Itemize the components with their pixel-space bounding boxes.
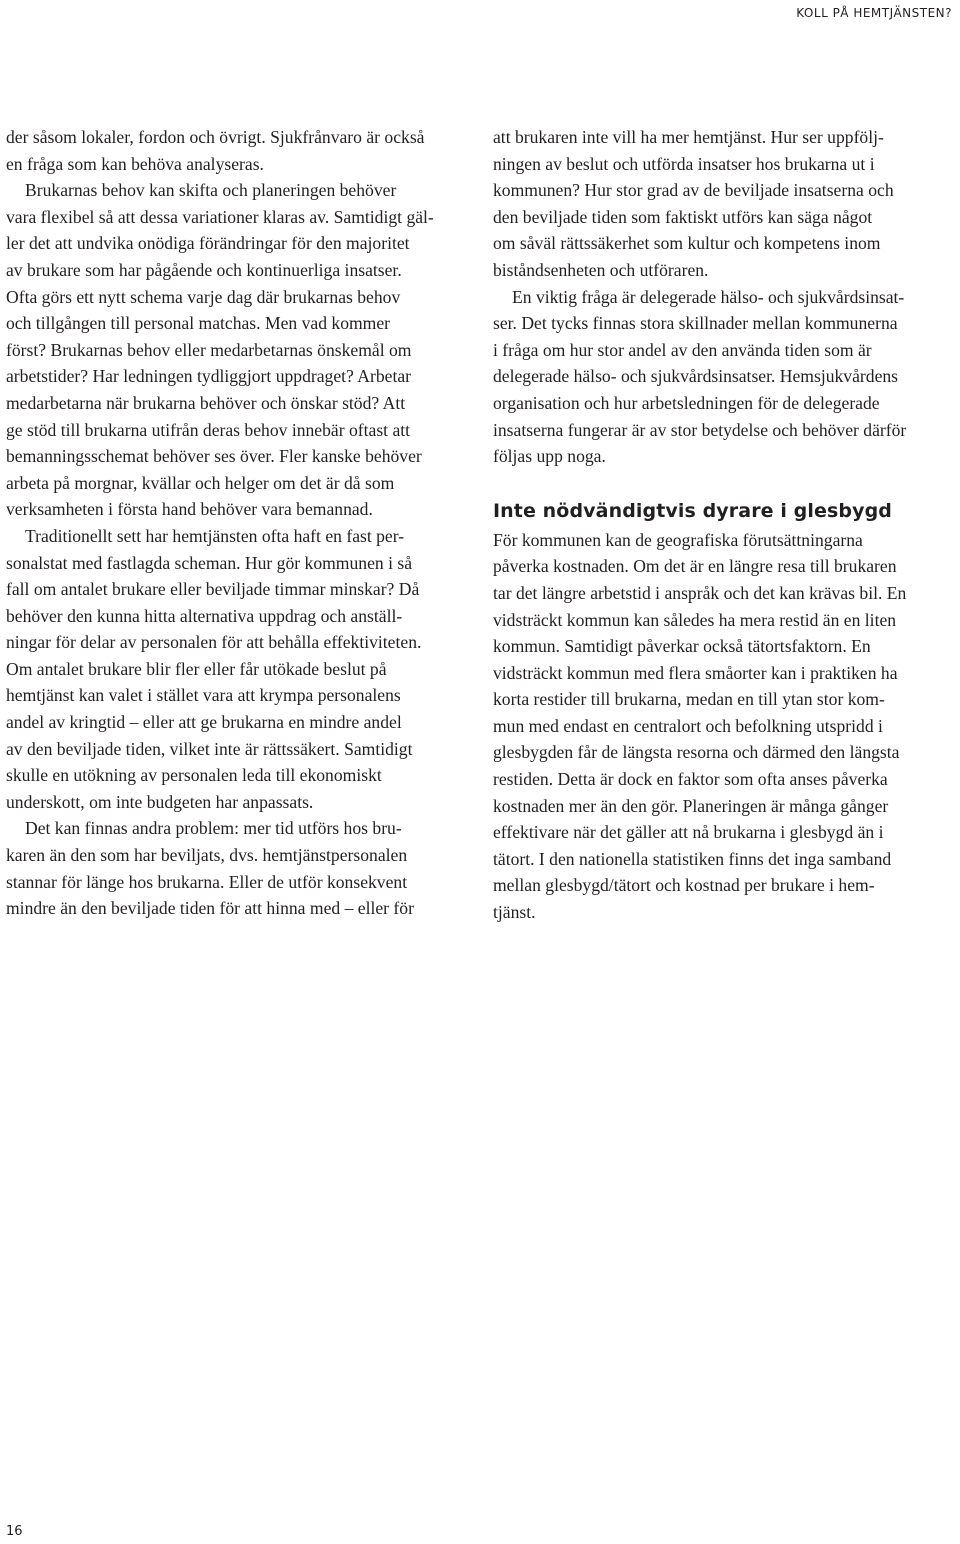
left-column (6, 124, 466, 922)
body-paragraph: att brukaren inte vill ha mer hemtjänst. Hur ser uppfölj- ningen av beslut och utförda insatser hos brukarna ut i kommunen? Hur stor grad av de beviljade insatserna och den beviljade tiden som faktiskt utförs kan säga något om såväl rättssäkerhet som kultur och kompetens inom biståndsenheten och utföraren. (493, 127, 894, 280)
body-paragraph: Traditionellt sett har hemtjänsten ofta haft en fast per- sonalstat med fastlagda scheman. Hur gör kommunen i så fall om antalet brukare eller beviljade timmar minskar? Då behöver den kunna hitta alternativa uppdrag och anställ- ningar för delar av personalen för att behålla effektiviteten. Om antalet brukare blir fler eller får utökade beslut på hemtjänst kan valet i stället vara att krympa personalens andel av kringtid – eller att ge brukarna en mindre andel av den beviljade tiden, vilket inte är rättssäkert. Samtidigt skulle en utökning av personalen leda till ekonomiskt underskott, om inte budgeten har anpassats. (6, 525, 422, 812)
running-head: KOLL PÅ HEMTJÄNSTEN? (796, 6, 952, 20)
body-paragraph: En viktig fråga är delegerade hälso- och sjukvårdsinsat- ser. Det tycks finnas stora skillnader mellan kommunerna i fråga om hur stor andel av den använda tiden som är delegerade hälso- och sjukvårdsinsatser. Hemsjukvårdens organisation och hur arbetsledningen för de delegerade insatserna fungerar är av stor betydelse och behöver därför följas upp noga. (493, 286, 907, 467)
body-paragraph: För kommunen kan de geografiska förutsättningarna påverka kostnaden. Om det är en längre resa till brukaren tar det längre arbetstid i anspråk och det kan krävas bil. En vidsträckt kommun kan således ha mera restid än en liten kommun. Samtidigt påverkar också tätortsfaktorn. En vidsträckt kommun med flera småorter kan i praktiken ha korta restider till brukarna, medan en till ytan stor kom- mun med endast en centralort och befolkning utspridd i glesbygden får de längsta resorna och därmed den längsta restiden. Detta är dock en faktor som ofta anses påverka kostnaden mer än den gör. Planeringen är många gånger effektivare när det gäller att nå brukarna i glesbygd än i tätort. I den nationella statistiken finns det inga samband mellan glesbygd/tätort och kostnad per brukare i hem- tjänst. (493, 529, 907, 923)
right-column (493, 124, 955, 926)
body-paragraph: der såsom lokaler, fordon och övrigt. Sjukfrånvaro är också en fråga som kan behöva analyseras. (6, 127, 425, 174)
body-paragraph: Det kan finnas andra problem: mer tid utförs hos bru- karen än den som har beviljats, dvs. hemtjänstpersonalen stannar för länge hos brukarna. Eller de utför konsekvent mindre än den beviljade tiden för att hinna med – eller för (6, 818, 414, 919)
page-number: 16 (6, 1524, 23, 1539)
section-heading: Inte nödvändigtvis dyrare i glesbygd (493, 499, 892, 522)
body-paragraph: Brukarnas behov kan skifta och planeringen behöver vara flexibel så att dessa variationer klaras av. Samtidigt gäl- ler det att undvika onödiga förändringar för den majoritet av brukare som har pågående och kontinuerliga insatser. Ofta görs ett nytt schema varje dag där brukarnas behov och tillgången till personal matchas. Men vad kommer först? Brukarnas behov eller medarbetarnas önskemål om arbetstider? Har ledningen tydliggjort uppdraget? Arbetar medarbetarna när brukarna behöver och önskar stöd? Att ge stöd till brukarna utifrån deras behov innebär oftast att bemanningsschemat behöver ses över. Fler kanske behöver arbeta på morgnar, kvällar och helger om det är då som verksamheten i första hand behöver vara bemannad. (6, 180, 434, 520)
